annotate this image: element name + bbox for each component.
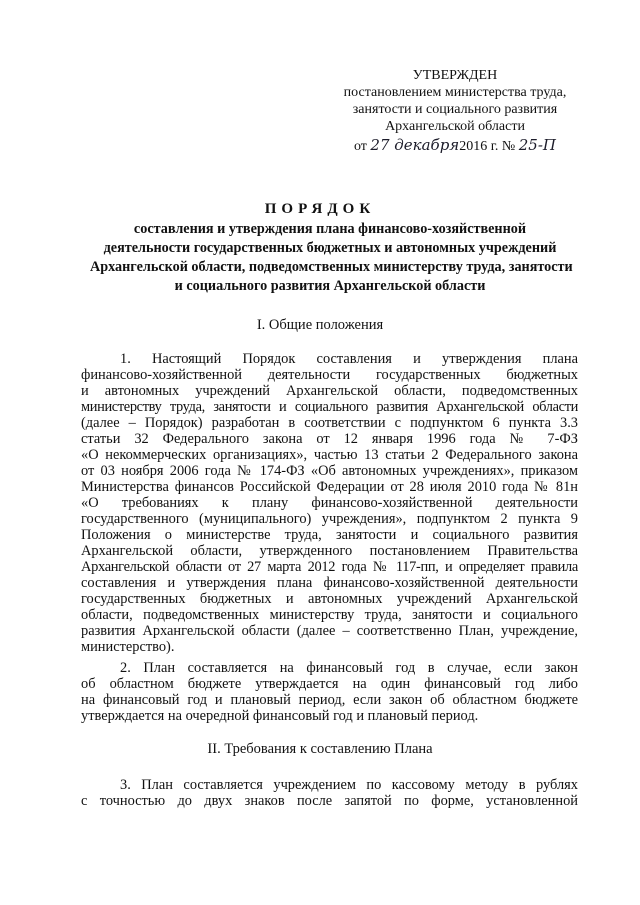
paragraph-line: 2. План составляется на финансовый год в случае, если закон (120, 660, 578, 676)
subtitle-line: и социального развития Архангельской области (174, 278, 486, 294)
approval-by-line-1: постановлением министерства труда, (343, 85, 567, 100)
paragraph-line: об областном бюджете утверждается на один финансовый год либо (81, 676, 578, 692)
paragraph-line: Архангельской области от 27 марта 2012 года № 117-пп, и определяет правила (81, 559, 578, 575)
approval-date-line (330, 137, 580, 155)
paragraph-2 (81, 660, 578, 724)
paragraph-line: «О требованиях к плану финансово-хозяйственной деятельности (81, 495, 578, 511)
subtitle-line: составления и утверждения плана финансово-хозяйственной (133, 221, 527, 237)
approval-from: от (353, 139, 367, 154)
paragraph-line: государственного (муниципального) учреждения», подпунктом 2 пункта 9 (81, 511, 578, 527)
paragraph-line: министерству труда, занятости и социального развития Архангельской области (81, 399, 578, 415)
paragraph-line: с точностью до двух знаков после запятой по форме, установленной (81, 793, 578, 809)
handwritten-date: 27 декабря (370, 136, 460, 154)
subtitle-line: Архангельской области, подведомственных министерству труда, занятости (90, 259, 573, 275)
paragraph-line: развития Архангельской области (далее – соответственно План, учреждение, (81, 623, 578, 639)
paragraph-line: Архангельской области, утвержденного постановлением Правительства (81, 543, 578, 559)
paragraph-line: утверждается на очередной финансовый год и плановый период. (81, 708, 479, 724)
paragraph-line: Положения о министерстве труда, занятости и социального развития (81, 527, 578, 543)
approval-by-line-2: занятости и социального развития (352, 102, 558, 117)
paragraph-line: государственных бюджетных и автономных учреждений Архангельской (81, 591, 578, 607)
subtitle-line: деятельности государственных бюджетных и автономных учреждений (103, 240, 557, 256)
paragraph-line: от 03 ноября 2006 года № 174-ФЗ «Об автономных учреждениях», приказом (81, 463, 578, 479)
paragraph-line: на финансовый год и плановый период, если закон об областном бюджете (81, 692, 578, 708)
paragraph-line: 1. Настоящий Порядок составления и утверждения плана (120, 351, 578, 367)
paragraph-line: Министерства финансов Российской Федерации от 28 июля 2010 года № 81н (81, 479, 578, 495)
document-subtitle (90, 220, 573, 296)
paragraph-3 (81, 777, 578, 809)
paragraph-line: «О некоммерческих организациях», частью 13 статьи 2 Федерального закона (81, 447, 578, 463)
paragraph-line: финансово-хозяйственной деятельности государственных бюджетных (81, 367, 578, 383)
paragraph-1 (81, 351, 578, 655)
section-heading-2: II. Требования к составлению Плана (207, 741, 433, 757)
paragraph-line: 3. План составляется учреждением по кассовому методу в рублях (120, 777, 578, 793)
approval-block (330, 67, 580, 155)
paragraph-line: области, подведомственных министерству труда, занятости и социального (81, 607, 578, 623)
approval-by-line-3: Архангельской области (385, 119, 525, 134)
paragraph-line: составления и утверждения плана финансово-хозяйственной деятельности (81, 575, 578, 591)
approval-year: 2016 г. № (459, 139, 516, 154)
handwritten-number: 25-П (518, 136, 557, 154)
section-heading-1: I. Общие положения (256, 317, 384, 333)
document-title: ПОРЯДОК (264, 201, 376, 217)
paragraph-line: и автономных учреждений Архангельской области, подведомственных (81, 383, 578, 399)
approval-stamp-title: УТВЕРЖДЕН (412, 68, 498, 83)
paragraph-line: статьи 32 Федерального закона от 12 января 1996 года № 7-ФЗ (81, 431, 578, 447)
paragraph-line: министерство). (81, 639, 175, 655)
paragraph-line: (далее – Порядок) разработан в соответствии с подпунктом 6 пункта 3.3 (81, 415, 578, 431)
